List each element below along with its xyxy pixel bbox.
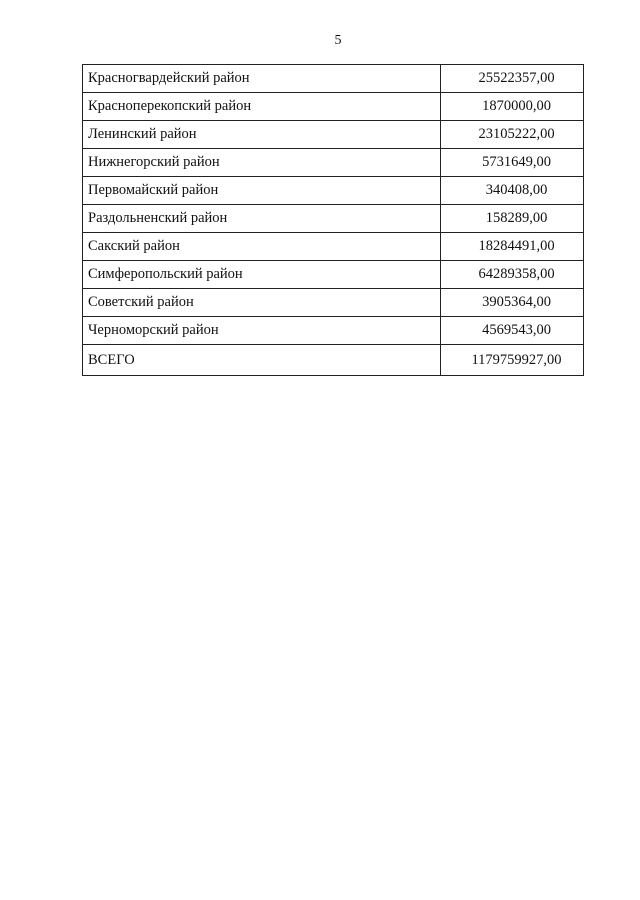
table-row <box>83 233 584 261</box>
district-name: Черноморский район <box>83 317 441 345</box>
district-amount: 64289358,00 <box>441 261 584 289</box>
district-name: Симферопольский район <box>83 261 441 289</box>
district-amount: 25522357,00 <box>441 65 584 93</box>
budget-table <box>82 64 584 376</box>
district-name: Первомайский район <box>83 177 441 205</box>
table-row <box>83 93 584 121</box>
table-row <box>83 177 584 205</box>
district-amount: 18284491,00 <box>441 233 584 261</box>
table-row <box>83 205 584 233</box>
district-name: Советский район <box>83 289 441 317</box>
table-row <box>83 289 584 317</box>
district-amount: 4569543,00 <box>441 317 584 345</box>
total-amount: 1179759927,00 <box>441 345 584 376</box>
page-number: 5 <box>334 33 342 48</box>
total-row <box>83 345 584 376</box>
district-name: Нижнегорский район <box>83 149 441 177</box>
district-name: Раздольненский район <box>83 205 441 233</box>
district-name: Ленинский район <box>83 121 441 149</box>
district-name: Красногвардейский район <box>83 65 441 93</box>
table-row <box>83 317 584 345</box>
district-name: Сакский район <box>83 233 441 261</box>
table-row <box>83 65 584 93</box>
district-amount: 23105222,00 <box>441 121 584 149</box>
total-label: ВСЕГО <box>83 345 441 376</box>
table-row <box>83 121 584 149</box>
table-row <box>83 261 584 289</box>
district-name: Красноперекопский район <box>83 93 441 121</box>
district-amount: 5731649,00 <box>441 149 584 177</box>
district-amount: 158289,00 <box>441 205 584 233</box>
district-amount: 340408,00 <box>441 177 584 205</box>
district-amount: 3905364,00 <box>441 289 584 317</box>
table-row <box>83 149 584 177</box>
district-amount: 1870000,00 <box>441 93 584 121</box>
